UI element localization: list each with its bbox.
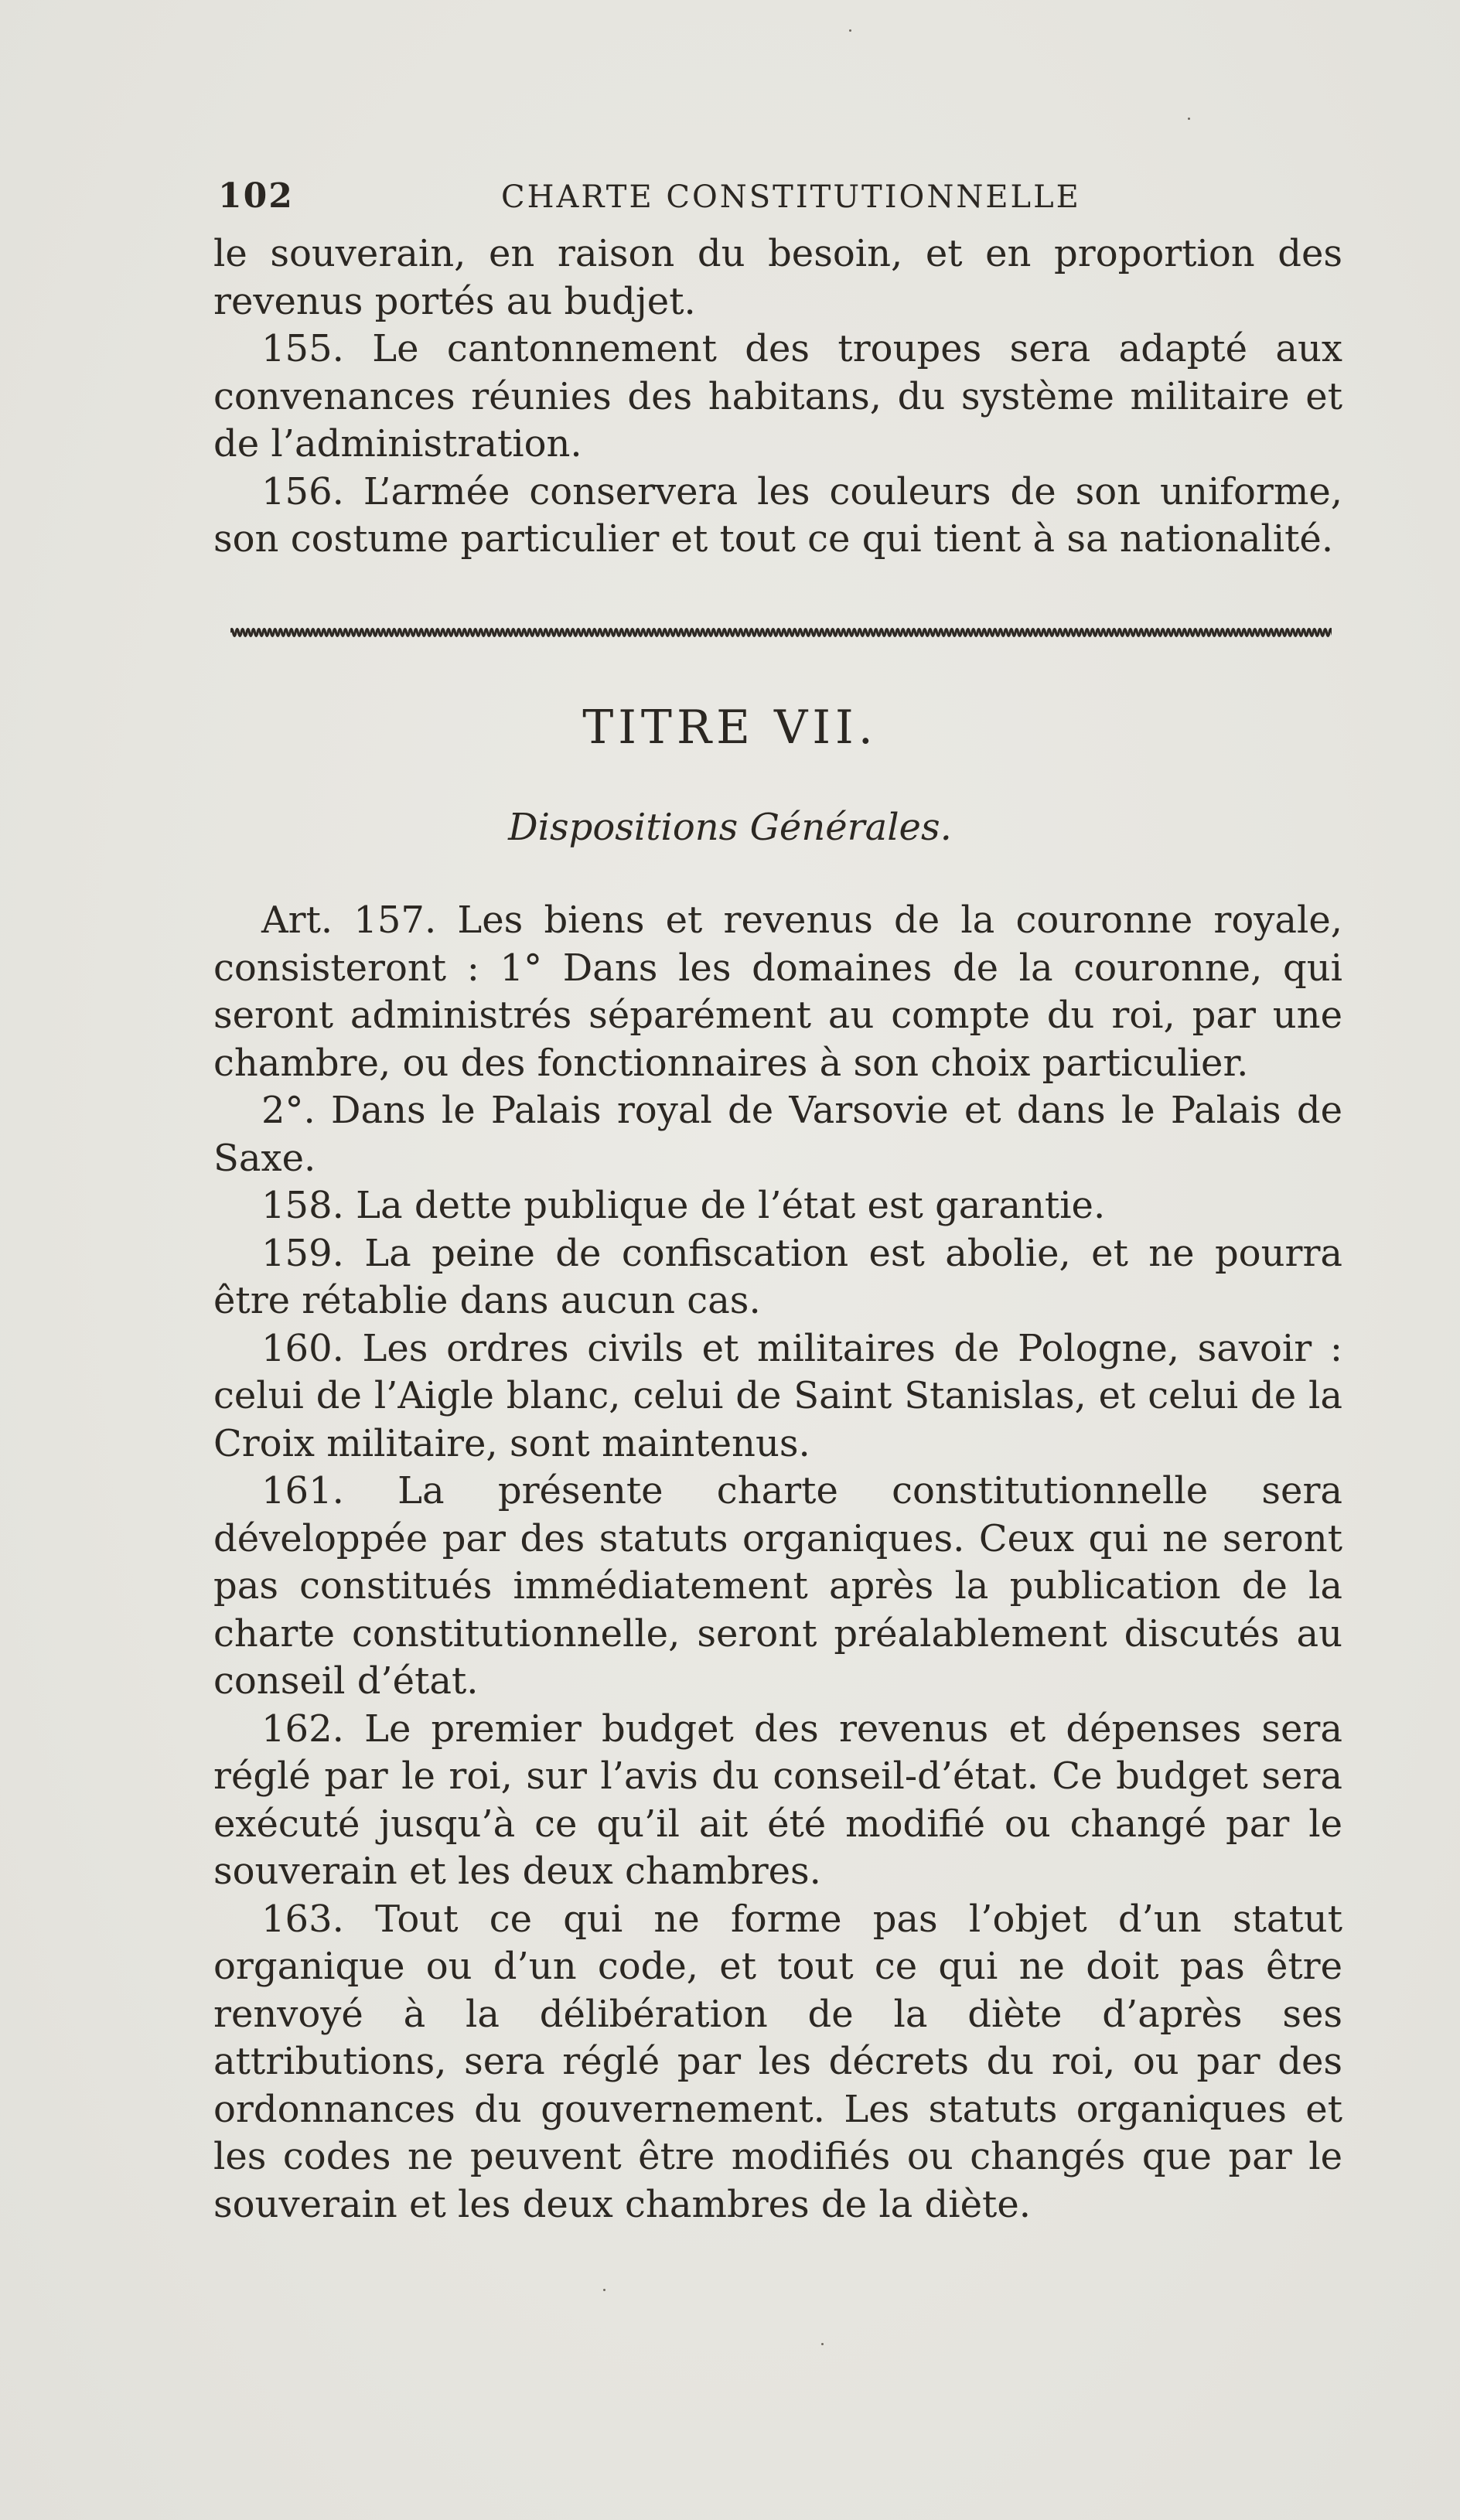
section-top-text [213, 230, 1342, 564]
paper-speck [821, 2343, 824, 2345]
article-157-part-2: 2°. Dans le Palais royal de Varsovie et dans le Palais de Saxe. [213, 1089, 1342, 1180]
section-subtitle: Dispositions Générales. [508, 806, 952, 849]
article-156: 156. L’armée conservera les couleurs de son uniforme, son costume particulier et tout ce qui tient à sa nationalité. [213, 469, 1342, 561]
paper-speck [849, 29, 851, 32]
articles-text [213, 897, 1342, 2228]
running-head: CHARTE CONSTITUTIONNELLE [501, 179, 1081, 215]
article-160: 160. Les ordres civils et militaires de Pologne, savoir : celui de l’Aigle blanc, celui de Saint Stanislas, et celui de la Croix militaire, sont maintenus. [213, 1326, 1342, 1465]
paper-speck [1188, 118, 1190, 120]
page-header [218, 176, 1332, 223]
article-161: 161. La présente charte constitutionnelle sera développée par des statuts organiques. Ceux qui ne seront pas constitués immédiatement après la publication de la charte constitutionnelle, seront préalablement discutés au conseil d’état. [213, 1469, 1342, 1703]
article-159: 159. La peine de confiscation est abolie, et ne pourra être rétablie dans aucun cas. [213, 1231, 1342, 1322]
article-155: 155. Le cantonnement des troupes sera adapté aux convenances réunies des habitans, du système militaire et de l’administration. [213, 327, 1342, 465]
paper-speck [603, 2289, 605, 2291]
article-158: 158. La dette publique de l’état est garantie. [261, 1184, 1106, 1227]
section-title: TITRE VII. [582, 701, 878, 755]
page-number: 102 [218, 176, 294, 216]
wavy-rule-ornament-icon [230, 623, 1332, 642]
article-162: 162. Le premier budget des revenus et dépenses sera réglé par le roi, sur l’avis du conseil-d’état. Ce budget sera exécuté jusqu’à ce qu’il ait été modifié ou changé par le souverain et les deux chambres. [213, 1707, 1342, 1893]
paragraph-continuation: le souverain, en raison du besoin, et en proportion des revenus portés au budjet. [213, 232, 1342, 323]
article-163: 163. Tout ce qui ne forme pas l’objet d’un statut organique ou d’un code, et tout ce qui ne doit pas être renvoyé à la délibération de la diète d’après ses attributions, sera réglé par les décrets du roi, ou par des ordonnances du gouvernement. Les statuts organiques et les codes ne peuvent être modifiés ou changés que par le souverain et les deux chambres de la diète. [213, 1897, 1342, 2226]
article-157: Art. 157. Les biens et revenus de la couronne royale, consisteront : 1° Dans les domaines de la couronne, qui seront administrés séparément au compte du roi, par une chambre, ou des fonctionnaires à son choix particulier. [213, 899, 1342, 1085]
